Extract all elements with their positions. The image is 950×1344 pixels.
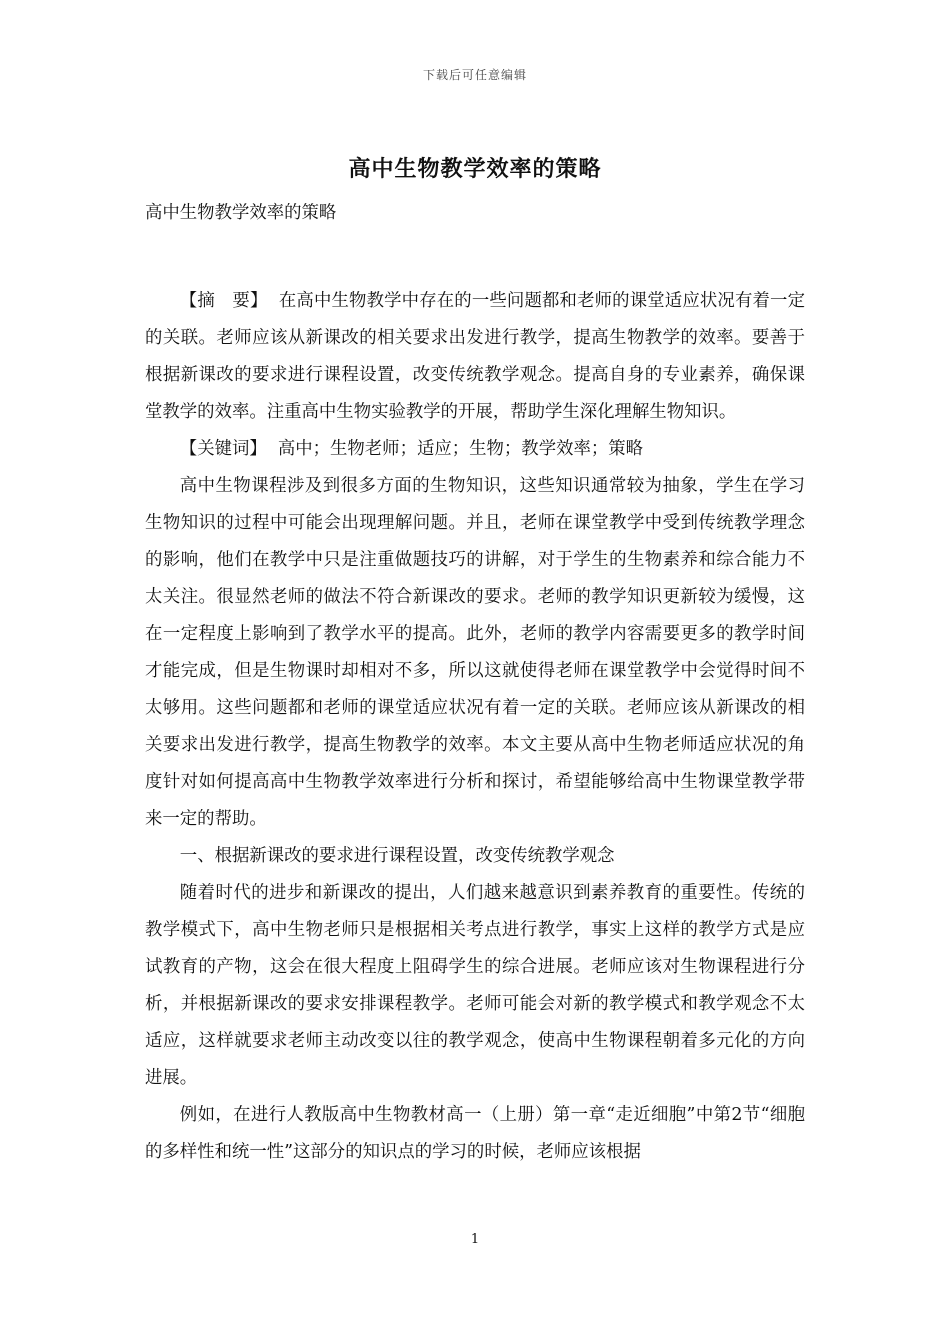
keywords-paragraph	[145, 431, 805, 468]
body-paragraph-intro: 高中生物课程涉及到很多方面的生物知识，这些知识通常较为抽象，学生在学习生物知识的过程中可能会出现理解问题。并且，老师在课堂教学中受到传统教学理念的影响，他们在教学中只是注重做题技巧的讲解，对于学生的生物素养和综合能力不太关注。很显然老师的做法不符合新课改的要求。老师的教学知识更新较为缓慢，这在一定程度上影响到了教学水平的提高。此外，老师的教学内容需要更多的教学时间才能完成，但是生物课时却相对不多，所以这就使得老师在课堂教学中会觉得时间不太够用。这些问题都和老师的课堂适应状况有着一定的关联。老师应该从新课改的相关要求出发进行教学，提高生物教学的效率。本文主要从高中生物老师适应状况的角度针对如何提高高中生物教学效率进行分析和探讨，希望能够给高中生物课堂教学带来一定的帮助。	[145, 476, 805, 829]
document-title: 高中生物教学效率的策略	[348, 156, 602, 182]
document-subtitle: 高中生物教学效率的策略	[145, 203, 337, 223]
page-number: 1	[470, 1232, 480, 1247]
section-heading-1: 一、根据新课改的要求进行课程设置，改变传统教学观念	[179, 846, 615, 866]
header-note: 下载后可任意编辑	[422, 68, 527, 82]
body-paragraph: 随着时代的进步和新课改的提出，人们越来越意识到素养教育的重要性。传统的教学模式下，高中生物老师只是根据相关考点进行教学，事实上这样的教学方式是应试教育的产物，这会在很大程度上阻碍学生的综合进展。老师应该对生物课程进行分析，并根据新课改的要求安排课程教学。老师可能会对新的教学模式和教学观念不太适应，这样就要求老师主动改变以往的教学观念，使高中生物课程朝着多元化的方向进展。	[145, 883, 805, 1088]
document-body	[145, 195, 805, 1171]
keywords-label: 【关键词】	[179, 439, 267, 459]
body-paragraph-example: 例如，在进行人教版高中生物教材高一（上册）第一章“走近细胞”中第2节“细胞的多样性和统一性”这部分的知识点的学习的时候，老师应该根据	[145, 1105, 805, 1162]
keywords-text: 高中；生物老师；适应；生物；教学效率；策略	[277, 439, 644, 459]
abstract-paragraph	[145, 283, 805, 431]
abstract-text: 在高中生物教学中存在的一些问题都和老师的课堂适应状况有着一定的关联。老师应该从新课改的相关要求出发进行教学，提高生物教学的效率。要善于根据新课改的要求进行课程设置，改变传统教学观念。提高自身的专业素养，确保课堂教学的效率。注重高中生物实验教学的开展，帮助学生深化理解生物知识。	[145, 291, 805, 422]
abstract-label: 【摘 要】	[179, 291, 268, 311]
